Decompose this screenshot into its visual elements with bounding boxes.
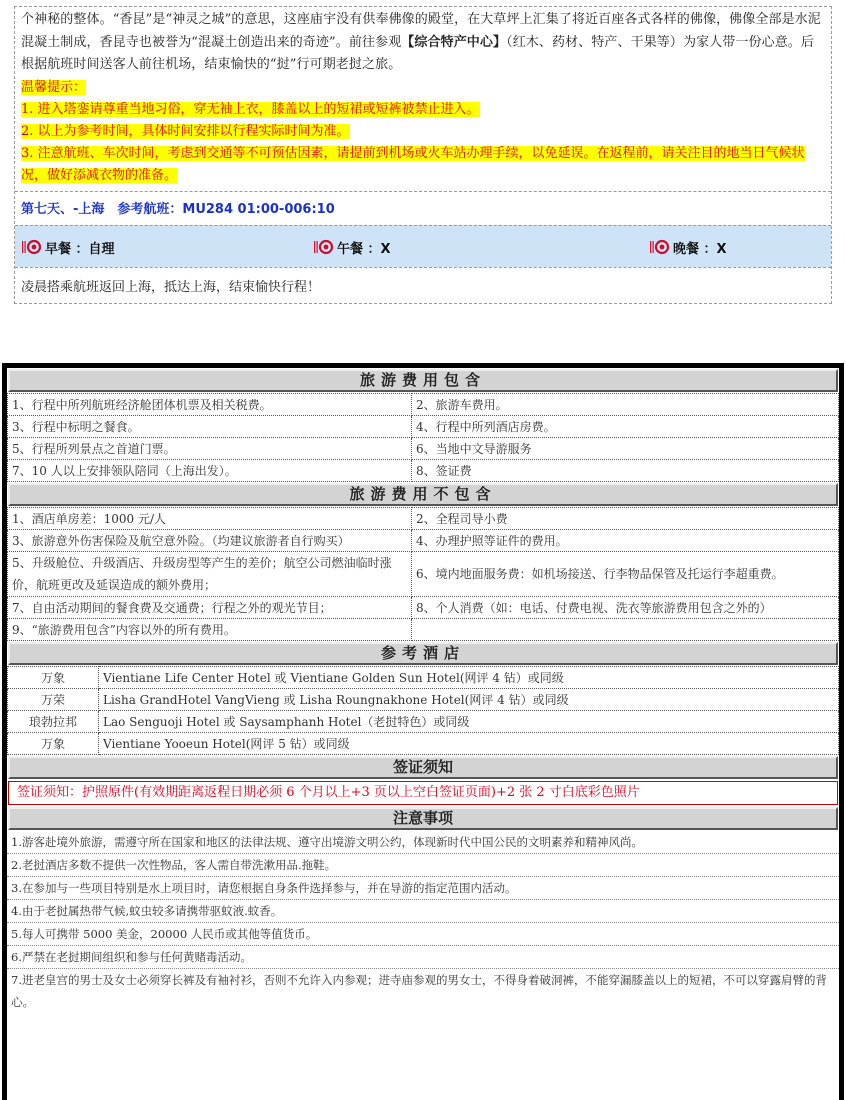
table-row: 9、“旅游费用包含”内容以外的所有费用。 — [8, 619, 839, 641]
paragraph-bold-text: 【综合特产中心】 — [401, 34, 507, 50]
includes-table — [7, 393, 839, 482]
meal-dinner: 晚餐 ：X — [649, 238, 727, 257]
tips-block — [15, 77, 831, 191]
table-row: 琅勃拉邦 Lao Senguoji Hotel 或 Saysamphanh Hotel（老挝特色）或同级 — [8, 711, 839, 733]
itinerary-day-block — [14, 6, 832, 304]
visa-text: 签证须知：护照原件(有效期距离返程日期必须 6 个月以上+3 页以上空白签证页面)+2 张 2 寸白底彩色照片 — [8, 781, 838, 805]
day-title: 第七天、-上海 参考航班：MU284 01:00-006:10 — [15, 191, 831, 225]
cost-info-panel — [2, 363, 844, 1100]
table-row: 5、行程所列景点之首道门票。 6、当地中文导游服务 — [8, 438, 839, 460]
table-row: 5、升级舱位、升级酒店、升级房型等产生的差价；航空公司燃油临时涨价，航班更改及延误造成的额外费用； 6、境内地面服务费：如机场接送、行李物品保管及托运行李超重费。 — [8, 552, 839, 597]
tip-item: 1. 进入塔銮请尊重当地习俗，穿无袖上衣，膝盖以上的短裙或短裤被禁止进入。 — [21, 101, 480, 117]
itinerary-paragraph — [15, 7, 831, 77]
dining-icon — [649, 239, 671, 255]
meals-row — [15, 225, 831, 267]
list-item: 5.每人可携带 5000 美金，20000 人民币或其他等值货币。 — [7, 923, 839, 946]
table-row: 1、行程中所列航班经济舱团体机票及相关税费。 2、旅游车费用。 — [8, 394, 839, 416]
notes-header: 注意事项 — [8, 807, 838, 830]
list-item: 2.老挝酒店多数不提供一次性物品，客人需自带洗漱用品.拖鞋。 — [7, 854, 839, 877]
dining-icon — [21, 239, 43, 255]
hotels-header: 参考酒店 — [8, 642, 838, 665]
table-row: 3、旅游意外伤害保险及航空意外险。（均建议旅游者自行购买） 4、办理护照等证件的费用。 — [8, 530, 839, 552]
hotels-table — [7, 666, 839, 755]
table-row: 万荣 Lisha GrandHotel VangVieng 或 Lisha Roungnakhone Hotel(网评 4 钻）或同级 — [8, 689, 839, 711]
notes-list — [7, 831, 839, 1013]
meal-lunch: 午餐 ：X — [313, 238, 391, 257]
table-row: 7、自由活动期间的餐食费及交通费；行程之外的观光节目； 8、个人消费（如：电话、付费电视、洗衣等旅游费用包含之外的） — [8, 597, 839, 619]
day-description: 凌晨搭乘航班返回上海，抵达上海，结束愉快行程！ — [15, 267, 831, 303]
tips-title: 温馨提示： — [21, 79, 87, 95]
excludes-header: 旅游费用不包含 — [8, 483, 838, 506]
table-row: 万象 Vientiane Yooeun Hotel(网评 5 钻）或同级 — [8, 733, 839, 755]
table-row: 万象 Vientiane Life Center Hotel 或 Vientiane Golden Sun Hotel(网评 4 钻）或同级 — [8, 667, 839, 689]
visa-header: 签证须知 — [8, 756, 838, 779]
list-item: 3.在参加与一些项目特别是水上项目时，请您根据自身条件选择参与，并在导游的指定范围内活动。 — [7, 877, 839, 900]
list-item: 1.游客赴境外旅游，需遵守所在国家和地区的法律法规、遵守出境游文明公约，体现新时代中国公民的文明素养和精神风尚。 — [7, 831, 839, 854]
tip-item: 3. 注意航班、车次时间，考虑到交通等不可预估因素，请提前到机场或火车站办理手续，以免延误。在返程前，请关注目的地当日气候状况，做好添减衣物的准备。 — [21, 145, 805, 183]
excludes-table — [7, 507, 839, 641]
list-item: 7.进老皇宫的男士及女士必须穿长裤及有袖衬衫，否则不允许入内参观；进寺庙参观的男女士，不得身着破洞裤，不能穿漏膝盖以上的短裙，不可以穿露肩臂的背心。 — [11, 973, 827, 1009]
table-row: 1、酒店单房差：1000 元/人 2、全程司导小费 — [8, 508, 839, 530]
list-item: 6.严禁在老挝期间组织和参与任何黄赌毒活动。 — [7, 946, 839, 969]
tip-item: 2. 以上为参考时间，具体时间安排以行程实际时间为准。 — [21, 123, 350, 139]
dining-icon — [313, 239, 335, 255]
paragraph-text-1: 个神秘的整体。“香昆”是“神灵之城”的意思，这座庙宇没有供奉佛像的殿堂，在大草坪上汇集了将近百座各式各样的佛像，佛像全部是水泥混凝土制成，香昆寺也被誉为“混凝土创造出来的奇迹”。前往参观 — [21, 12, 821, 50]
table-row: 3、行程中标明之餐食。 4、行程中所列酒店房费。 — [8, 416, 839, 438]
meal-breakfast: 早餐 ：自理 — [21, 238, 115, 257]
includes-header: 旅游费用包含 — [8, 369, 838, 392]
list-item: 4.由于老挝属热带气候,蚊虫较多请携带驱蚊液.蚊香。 — [7, 900, 839, 923]
table-row: 7、10 人以上安排领队陪同（上海出发）。 8、签证费 — [8, 460, 839, 482]
paragraph-text-2: （红木、药材、特产、干果等）为家人带一份心意。后根据航班时间送客人前往机场，结束愉快的“挝”行可期老挝之旅。 — [21, 34, 815, 72]
